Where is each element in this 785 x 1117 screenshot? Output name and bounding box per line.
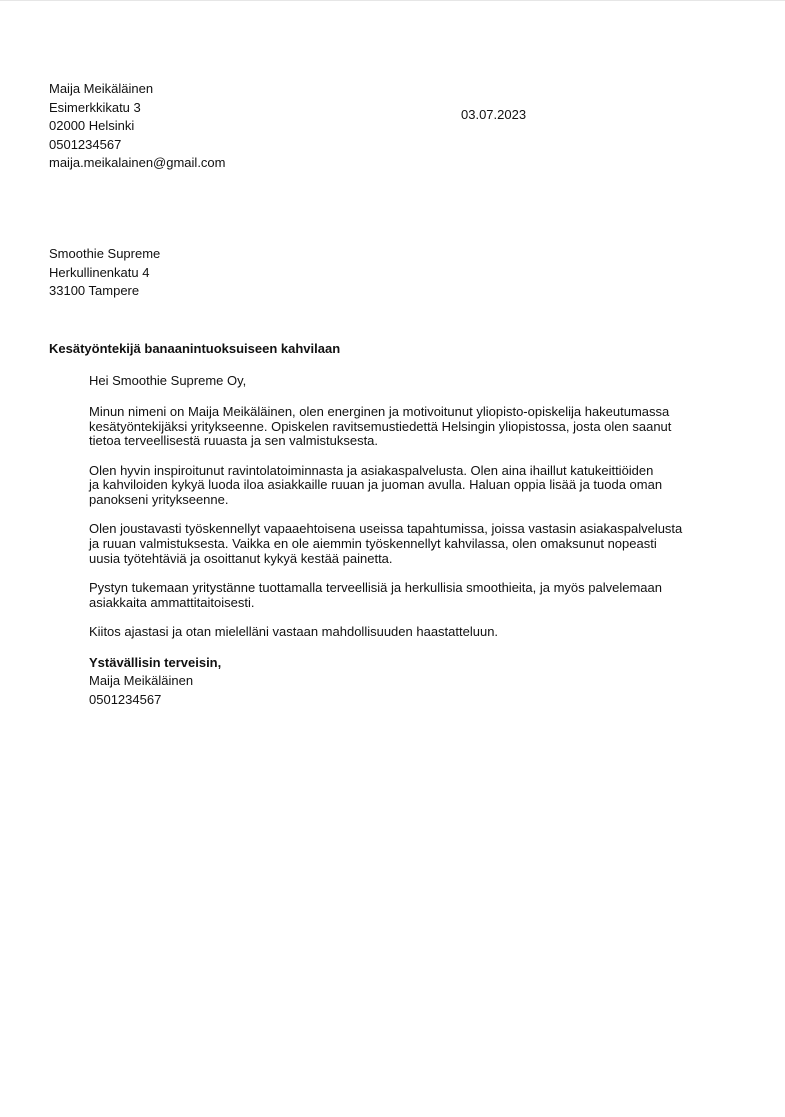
closing-phone: 0501234567: [89, 691, 162, 707]
letter-greeting: Hei Smoothie Supreme Oy,: [89, 373, 247, 388]
sender-street: Esimerkkikatu 3: [49, 99, 141, 115]
paragraph-line: uusia työtehtäviä ja osoittanut kykyä kestää painetta.: [89, 550, 393, 566]
sender-phone: 0501234567: [49, 136, 122, 152]
paragraph-line: kesätyöntekijäksi yritykseenne. Opiskelen ravitsemustiedettä Helsingin yliopistossa, josta olen saanut: [89, 418, 672, 434]
paragraph-line: Kiitos ajastasi ja otan mielelläni vastaan mahdollisuuden haastatteluun.: [89, 623, 499, 639]
body-paragraph: [89, 522, 729, 566]
recipient-street: Herkullinenkatu 4: [49, 264, 150, 280]
paragraph-line: ja ruuan valmistuksesta. Vaikka en ole aiemmin työskennellyt kahvilassa, olen omaksunut nopeasti: [89, 535, 657, 551]
paragraph-line: ja kahviloiden kykyä luoda iloa asiakkaille ruuan ja juoman avulla. Haluan oppia lisää ja tuoda oman: [89, 477, 663, 493]
sender-name: Maija Meikäläinen: [49, 81, 154, 96]
letter-date: 03.07.2023: [461, 107, 527, 122]
paragraph-line: Minun nimeni on Maija Meikäläinen, olen energinen ja motivoitunut yliopisto-opiskelija hakeutumassa: [89, 404, 670, 419]
sender-city: 02000 Helsinki: [49, 118, 135, 133]
recipient-company: Smoothie Supreme: [49, 246, 161, 261]
sender-email: maija.meikalainen@gmail.com: [49, 155, 226, 170]
body-paragraph: [89, 625, 729, 640]
recipient-address-block: [49, 245, 160, 301]
closing-name: Maija Meikäläinen: [89, 673, 194, 689]
paragraph-line: tietoa terveellisestä ruuasta ja sen valmistuksesta.: [89, 433, 379, 449]
body-paragraph: [89, 405, 729, 449]
sender-address-block: [49, 80, 225, 173]
letter-subject: Kesätyöntekijä banaanintuoksuiseen kahvilaan: [49, 341, 341, 356]
body-paragraph: [89, 581, 729, 610]
paragraph-line: Olen joustavasti työskennellyt vapaaehtoisena useissa tapahtumissa, joissa vastasin asiakaspalvelusta: [89, 521, 683, 537]
paragraph-line: Pystyn tukemaan yritystänne tuottamalla terveellisiä ja herkullisia smoothieita, ja myös palvelemaan: [89, 579, 662, 595]
closing-salutation: Ystävällisin terveisin,: [89, 654, 222, 670]
page-top-edge: [0, 0, 785, 1]
paragraph-line: asiakkaita ammattitaitoisesti.: [89, 594, 255, 610]
body-paragraph: [89, 464, 729, 508]
paragraph-line: Olen hyvin inspiroitunut ravintolatoiminnasta ja asiakaspalvelusta. Olen aina ihaillut katukeittiöiden: [89, 462, 654, 478]
recipient-city: 33100 Tampere: [49, 283, 140, 298]
letter-body: [89, 372, 729, 709]
letter-closing: [89, 654, 729, 710]
paragraph-line: panokseni yritykseenne.: [89, 492, 229, 508]
